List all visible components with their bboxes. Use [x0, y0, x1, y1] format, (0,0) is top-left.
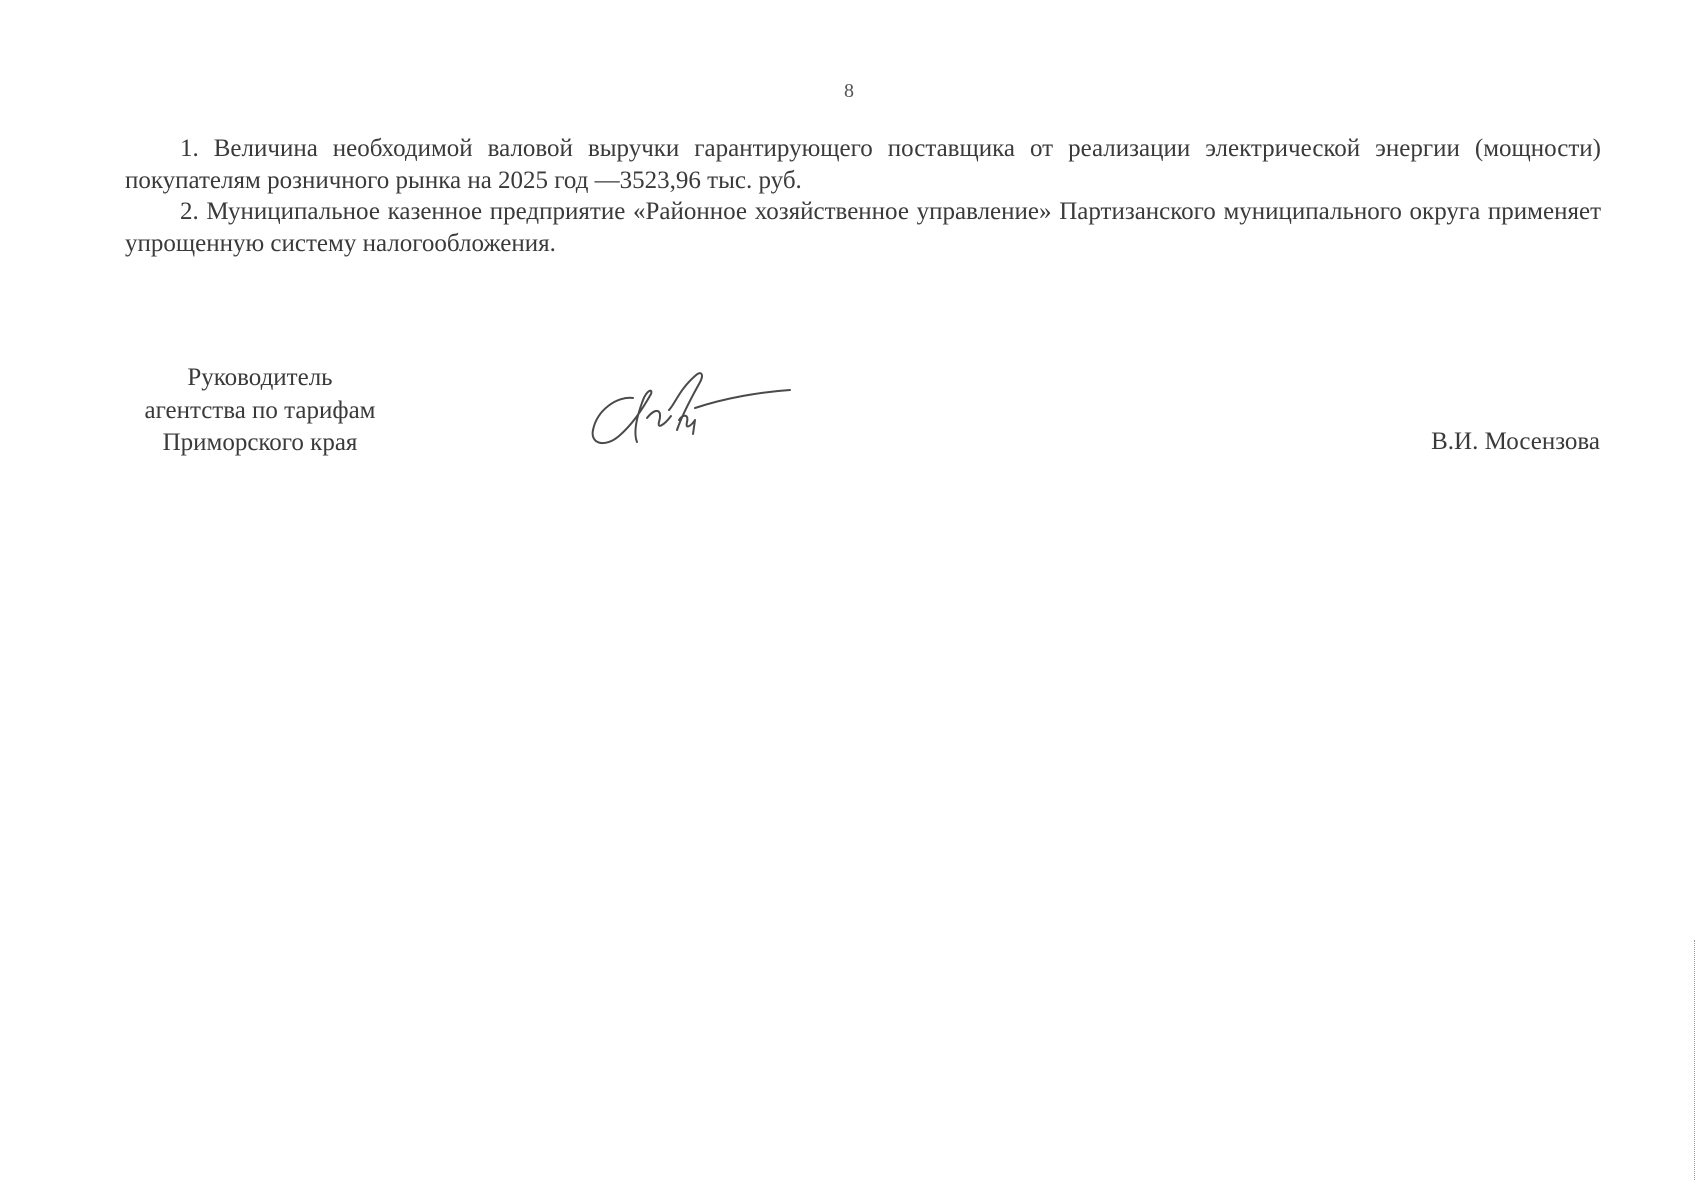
signatory-title-line: агентства по тарифам: [144, 396, 376, 424]
handwritten-signature: [585, 368, 805, 458]
signatory-title: [110, 362, 410, 460]
signatory-title-line: Приморского края: [162, 429, 358, 456]
scan-edge-line: [1693, 940, 1695, 1180]
paragraph-2: 2. Муниципальное казенное предприятие «Районное хозяйственное управление» Партизанского муниципального округа применяет упрощенную систему налогообложения.: [125, 198, 1601, 257]
signatory-name: В.И. Мосензова: [1431, 428, 1600, 455]
paragraph-1: 1. Величина необходимой валовой выручки гарантирующего поставщика от реализации электрической энергии (мощности) покупателям розничного рынка на 2025 год —3523,96 тыс. руб.: [125, 135, 1601, 194]
document-body: [125, 133, 1601, 259]
page-number: 8: [844, 80, 854, 102]
signatory-title-line: Руководитель: [187, 364, 333, 391]
